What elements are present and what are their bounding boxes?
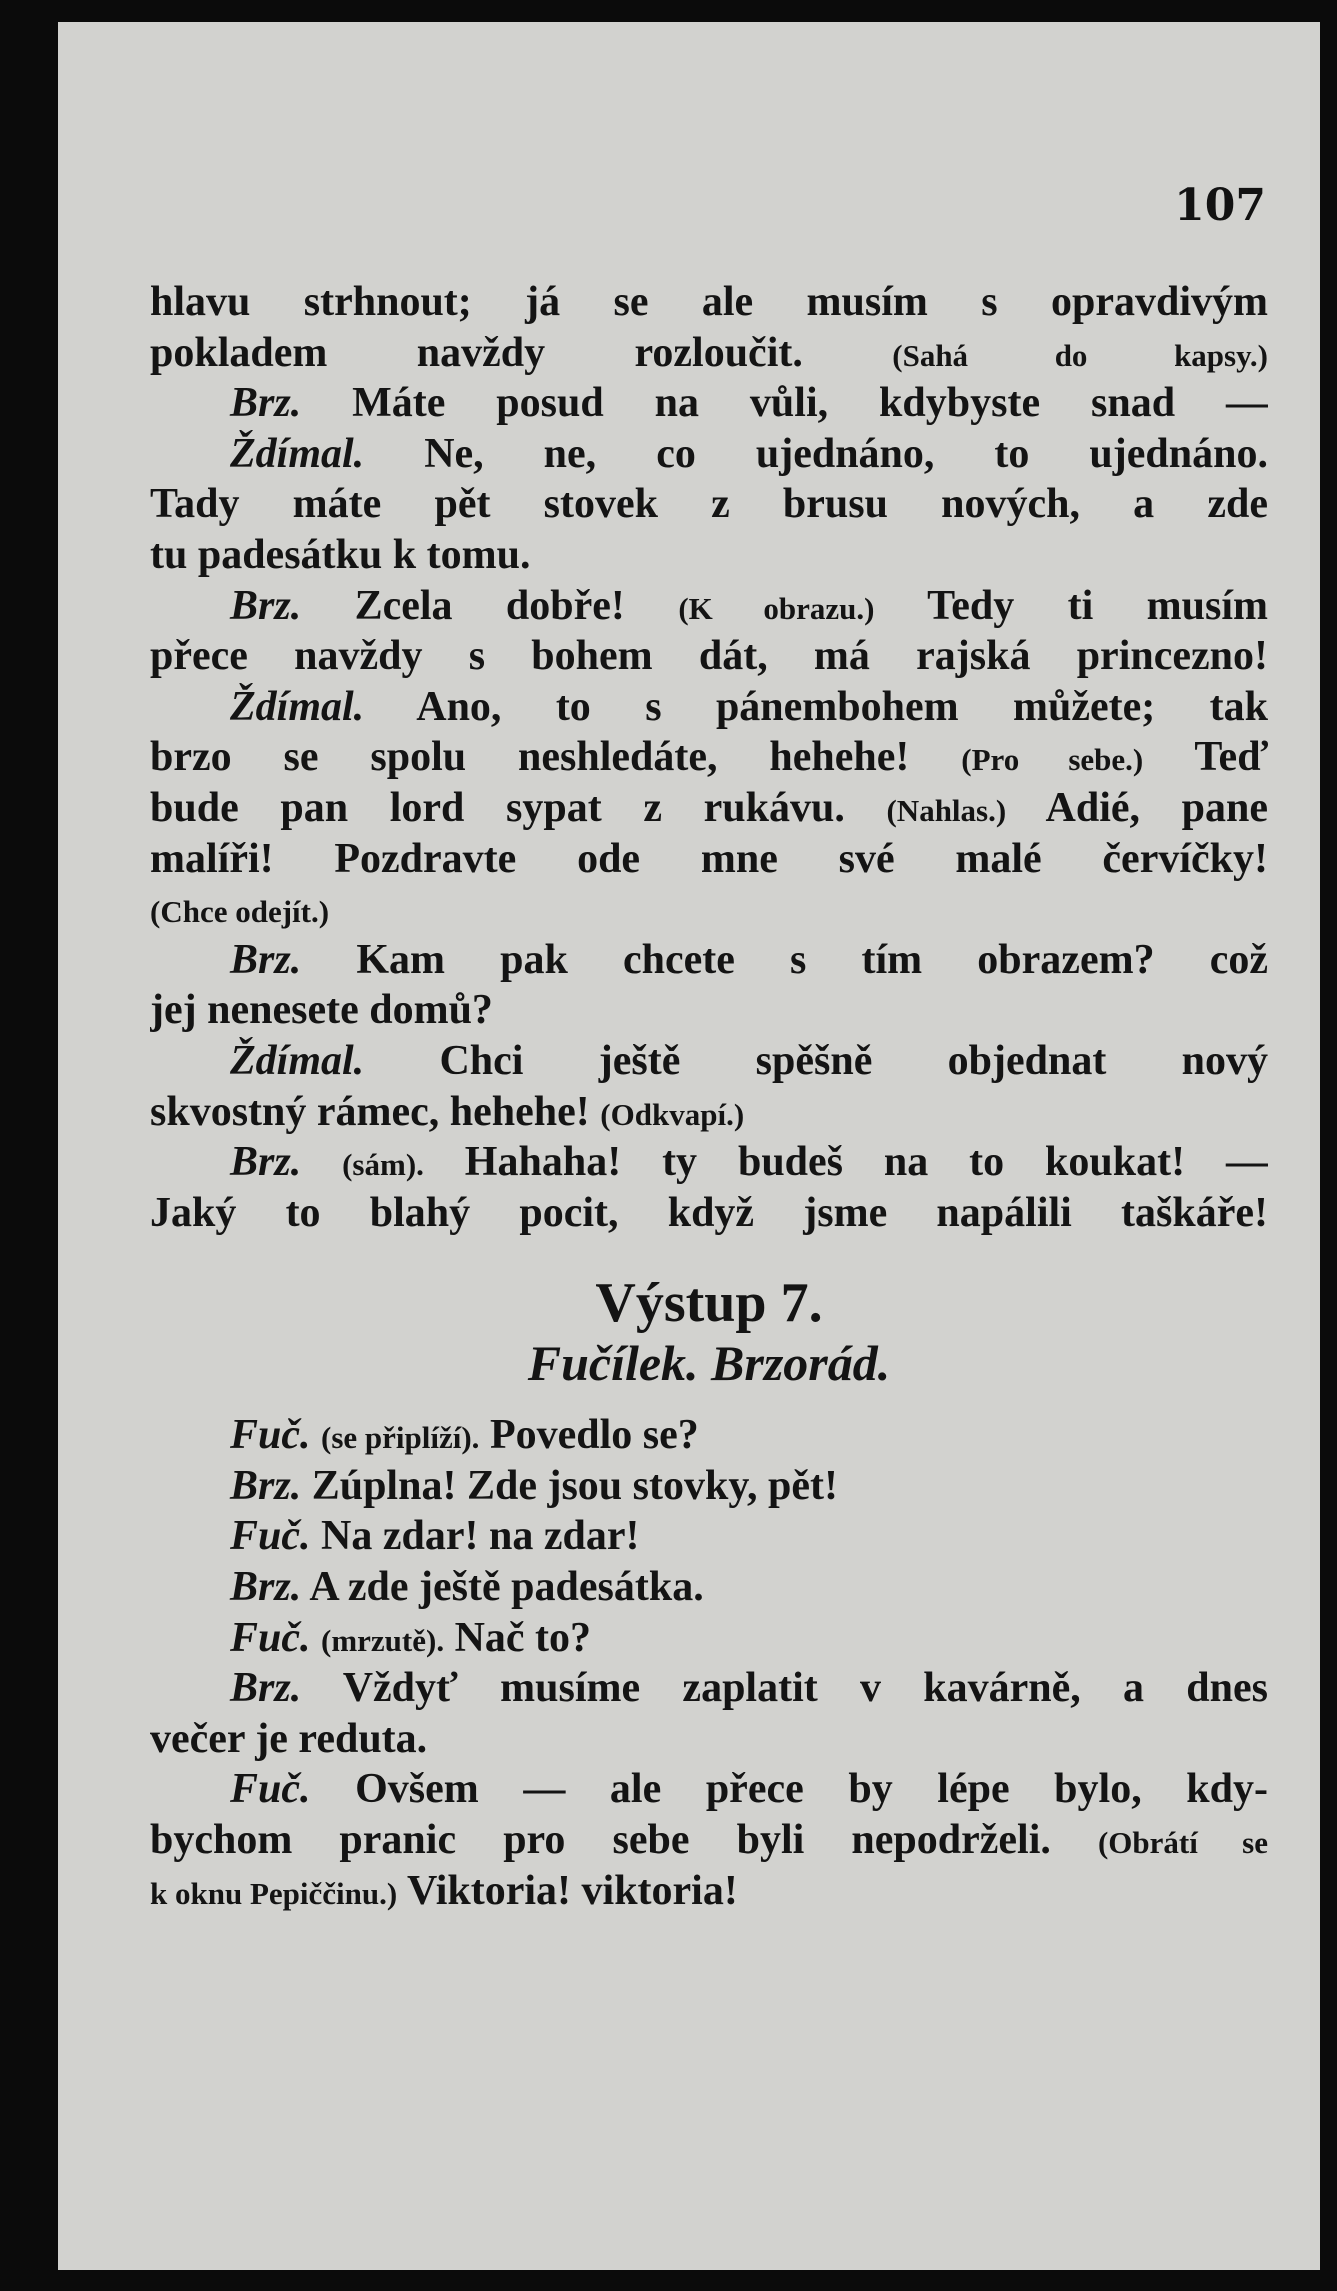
- dialogue-block-1: [150, 277, 1268, 1238]
- text-line: [150, 935, 1268, 986]
- line-text: hlavu strhnout; já se ale musím s opravdivým: [150, 279, 1268, 325]
- text-line: [150, 1036, 1268, 1087]
- text-line: [150, 1815, 1268, 1866]
- text-line: [150, 1562, 1268, 1613]
- line-text: Teď: [1143, 734, 1268, 781]
- line-text: večer je reduta.: [150, 1715, 428, 1762]
- stage-direction: (Obrátí se: [1097, 1825, 1268, 1861]
- stage-direction: (Sahá do kapsy.): [892, 337, 1268, 373]
- line-text: Kam pak chcete s tím obrazem? což: [301, 936, 1268, 983]
- text-line: [150, 328, 1268, 379]
- speaker-name: Brz.: [230, 1139, 302, 1186]
- scene-characters: Fučílek. Brzorád.: [527, 1335, 891, 1392]
- speaker-name: Brz.: [230, 380, 302, 427]
- page-number: 107: [1174, 180, 1266, 231]
- line-text: jej nenesete domů?: [150, 987, 493, 1034]
- speaker-name: Brz.: [230, 582, 302, 629]
- text-line: [150, 581, 1268, 632]
- text-line: [150, 732, 1268, 783]
- speaker-name: Brz.: [230, 936, 302, 983]
- line-text: skvostný rámec, hehehe!: [150, 1088, 601, 1135]
- stage-direction: (K obrazu.): [678, 590, 875, 626]
- line-text: Tedy ti musím: [874, 582, 1268, 629]
- page-text: [150, 277, 1268, 1916]
- text-line: [150, 1461, 1268, 1512]
- line-text: [311, 1615, 322, 1661]
- book-page: [58, 22, 1320, 2270]
- stage-direction: (sám).: [342, 1147, 424, 1183]
- line-text: brzo se spolu neshledáte, hehehe!: [150, 734, 962, 781]
- speaker-name: Ždímal.: [230, 1037, 365, 1084]
- text-line: [150, 1613, 1268, 1664]
- line-text: A zde ještě padesátka.: [301, 1564, 704, 1611]
- stage-direction: (Nahlas.): [886, 792, 1007, 828]
- text-line: [150, 631, 1268, 682]
- stage-direction: (Odkvapí.): [600, 1096, 745, 1132]
- line-text: [301, 1139, 342, 1185]
- line-text: Hahaha! ty budeš na to koukat! —: [423, 1139, 1268, 1186]
- speaker-name: Fuč.: [230, 1766, 311, 1813]
- text-line: [150, 1714, 1268, 1765]
- line-text: malíři! Pozdravte ode mne své malé červíčky!: [150, 835, 1268, 882]
- text-line: [150, 530, 1268, 581]
- speaker-name: Brz.: [230, 1564, 302, 1611]
- line-text: Ne, ne, co ujednáno, to ujednáno.: [364, 430, 1268, 477]
- speaker-name: Ždímal.: [230, 683, 365, 730]
- text-line: [150, 1764, 1268, 1815]
- stage-direction: k oknu Pepiččinu.): [150, 1875, 398, 1911]
- text-line: [150, 834, 1268, 885]
- text-line: [150, 884, 1268, 935]
- text-line: [150, 682, 1268, 733]
- line-text: Chci ještě spěšně objednat nový: [364, 1037, 1268, 1084]
- speaker-name: Ždímal.: [230, 430, 365, 477]
- line-text: Zúplna! Zde jsou stovky, pět!: [301, 1462, 838, 1509]
- text-line: [150, 378, 1268, 429]
- text-line: [150, 1511, 1268, 1562]
- line-text: Tady máte pět stovek z brusu nových, a zde: [150, 481, 1268, 528]
- line-text: Adié, pane: [1006, 784, 1268, 831]
- stage-direction: (Pro sebe.): [961, 742, 1144, 778]
- line-text: tu padesátku k tomu.: [150, 531, 531, 578]
- speaker-name: Brz.: [230, 1462, 302, 1509]
- speaker-name: Fuč.: [230, 1412, 311, 1459]
- stage-direction: (se připlíží).: [321, 1420, 480, 1456]
- line-text: Nač to?: [444, 1614, 592, 1661]
- text-line: [150, 783, 1268, 834]
- text-line: [150, 1663, 1268, 1714]
- speaker-name: Fuč.: [230, 1513, 311, 1560]
- line-text: bude pan lord sypat z rukávu.: [150, 784, 887, 831]
- text-line: [150, 985, 1268, 1036]
- scene-heading: Výstup 7.: [595, 1272, 823, 1335]
- line-text: Máte posud na vůli, kdybyste snad —: [301, 380, 1268, 427]
- line-text: Jaký to blahý pocit, když jsme napálili taškáře!: [150, 1189, 1268, 1236]
- text-line: [150, 479, 1268, 530]
- text-line: [150, 429, 1268, 480]
- line-text: Ano, to s pánembohem můžete; tak: [364, 683, 1268, 730]
- dialogue-block-2: [150, 1410, 1268, 1916]
- line-text: Povedlo se?: [479, 1412, 699, 1459]
- line-text: Zcela dobře!: [301, 582, 679, 629]
- line-text: přece navždy s bohem dát, má rajská princezno!: [150, 633, 1268, 680]
- line-text: pokladem navždy rozloučit.: [150, 329, 893, 376]
- text-line: [150, 1866, 1268, 1917]
- text-line: [150, 1410, 1268, 1461]
- stage-direction: (Chce odejít.): [150, 894, 330, 930]
- line-text: Na zdar! na zdar!: [310, 1513, 640, 1560]
- line-text: Ovšem — ale přece by lépe bylo, kdy-: [310, 1766, 1268, 1813]
- text-line: [150, 1137, 1268, 1188]
- line-text: Vždyť musíme zaplatit v kavárně, a dnes: [301, 1665, 1268, 1712]
- speaker-name: Brz.: [230, 1665, 302, 1712]
- stage-direction: (mrzutě).: [321, 1622, 445, 1658]
- line-text: bychom pranic pro sebe byli nepodrželi.: [150, 1817, 1098, 1864]
- text-line: [150, 277, 1268, 328]
- line-text: [311, 1412, 322, 1458]
- text-line: [150, 1087, 1268, 1138]
- text-line: [150, 1188, 1268, 1239]
- speaker-name: Fuč.: [230, 1614, 311, 1661]
- line-text: Viktoria! viktoria!: [397, 1867, 738, 1914]
